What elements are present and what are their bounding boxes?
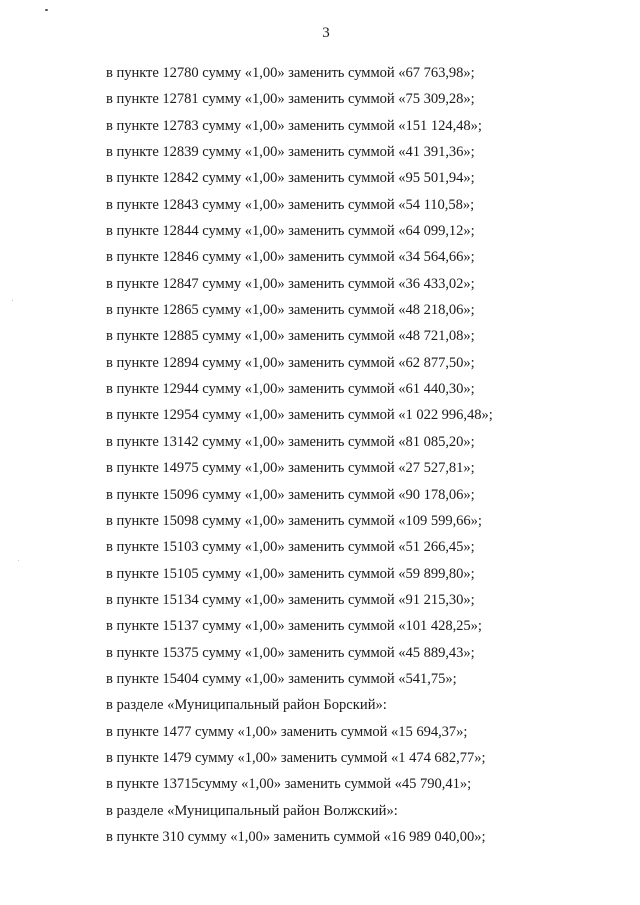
amendment-line: в пункте 12944 сумму «1,00» заменить суммой «61 440,30»; [106,381,475,398]
amendment-line: в пункте 12885 сумму «1,00» заменить суммой «48 721,08»; [106,328,475,345]
amendment-line: в пункте 12781 сумму «1,00» заменить суммой «75 309,28»; [106,91,475,108]
amendment-line: в пункте 15096 сумму «1,00» заменить суммой «90 178,06»; [106,486,475,503]
section-heading: в разделе «Муниципальный район Волжский»: [106,802,398,819]
amendment-line: в пункте 12842 сумму «1,00» заменить суммой «95 501,94»; [106,170,475,187]
amendment-line: в пункте 13715сумму «1,00» заменить суммой «45 790,41»; [106,776,472,793]
amendment-line: в пункте 15137 сумму «1,00» заменить суммой «101 428,25»; [106,618,482,635]
amendment-line: в пункте 12839 сумму «1,00» заменить суммой «41 391,36»; [106,144,475,161]
amendment-line: в пункте 13142 сумму «1,00» заменить суммой «81 085,20»; [106,433,475,450]
amendment-line: в пункте 12783 сумму «1,00» заменить суммой «151 124,48»; [106,117,482,134]
amendment-line: в пункте 15105 сумму «1,00» заменить суммой «59 899,80»; [106,565,475,582]
amendment-line: в пункте 310 сумму «1,00» заменить суммой «16 989 040,00»; [106,828,486,845]
amendment-line: в пункте 15134 сумму «1,00» заменить суммой «91 215,30»; [106,591,475,608]
page-number: 3 [322,25,330,41]
amendment-line: в пункте 15098 сумму «1,00» заменить суммой «109 599,66»; [106,512,482,529]
section-heading: в разделе «Муниципальный район Борский»: [106,697,387,714]
scan-speck [45,9,48,11]
amendment-line: в пункте 12843 сумму «1,00» заменить суммой «54 110,58»; [106,196,475,213]
scan-speck [12,300,13,301]
amendment-line: в пункте 1477 сумму «1,00» заменить суммой «15 694,37»; [106,723,468,740]
amendment-line: в пункте 12954 сумму «1,00» заменить суммой «1 022 996,48»; [106,407,493,424]
amendment-line: в пункте 12844 сумму «1,00» заменить суммой «64 099,12»; [106,223,475,240]
amendment-line: в пункте 15375 сумму «1,00» заменить суммой «45 889,43»; [106,644,475,661]
amendment-list [106,60,626,850]
amendment-line: в пункте 12865 сумму «1,00» заменить суммой «48 218,06»; [106,302,475,319]
amendment-line: в пункте 12847 сумму «1,00» заменить суммой «36 433,02»; [106,275,475,292]
amendment-line: в пункте 15404 сумму «1,00» заменить суммой «541,75»; [106,670,457,687]
amendment-line: в пункте 12846 сумму «1,00» заменить суммой «34 564,66»; [106,249,475,266]
amendment-line: в пункте 1479 сумму «1,00» заменить суммой «1 474 682,77»; [106,749,486,766]
scan-speck [18,560,19,561]
amendment-line: в пункте 12894 сумму «1,00» заменить суммой «62 877,50»; [106,354,475,371]
amendment-line: в пункте 15103 сумму «1,00» заменить суммой «51 266,45»; [106,539,475,556]
amendment-line: в пункте 14975 сумму «1,00» заменить суммой «27 527,81»; [106,460,475,477]
amendment-line: в пункте 12780 сумму «1,00» заменить суммой «67 763,98»; [106,65,475,81]
